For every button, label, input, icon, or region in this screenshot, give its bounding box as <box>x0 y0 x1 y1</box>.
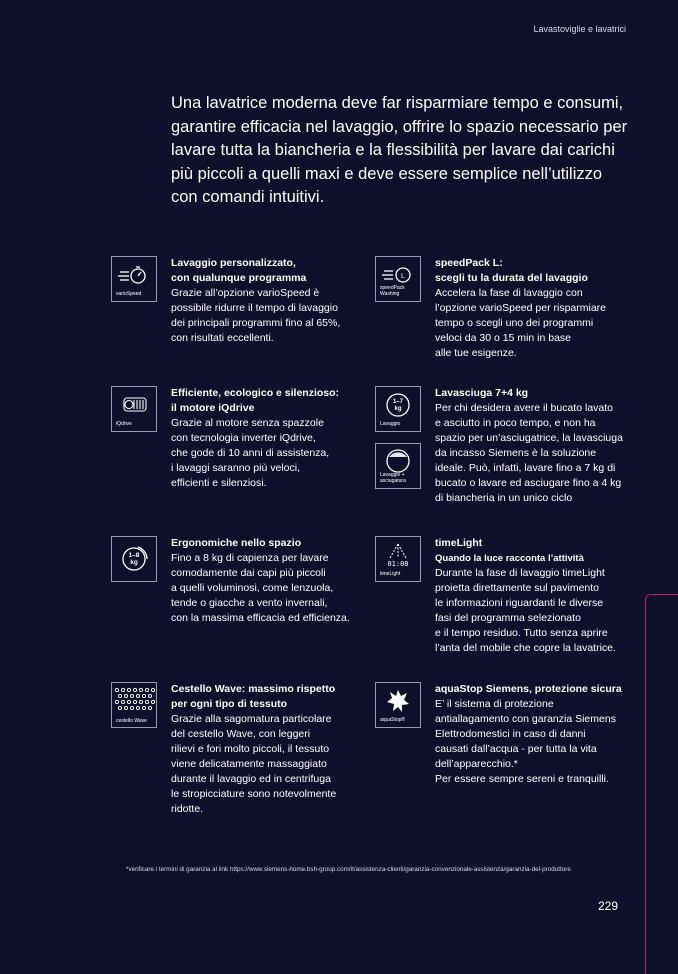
washer-dryer-capacity-icon <box>375 386 421 432</box>
intro-paragraph: Una lavatrice moderna deve far risparmiare tempo e consumi, garantire efficacia nel lavaggio, offrire lo spazio necessario per lavare tutta la biancheria e la flessibilità per lavare dai carichi più piccoli a quelli maxi e deve essere semplice nell’utilizzo con comandi intuitivi. <box>171 94 628 206</box>
drying-capacity-text: 4 kg <box>391 460 405 466</box>
section-header: Lavastoviglie e lavatrici <box>533 24 626 34</box>
svg-text:kg: kg <box>130 559 138 566</box>
svg-text:1–7: 1–7 <box>392 399 404 405</box>
feature-body: Accelera la fase di lavaggio con l’opzione varioSpeed per risparmiare tempo o scegli uno dei programmi veloci da 30 o 15 min in base alle tue esigenze. <box>435 287 607 359</box>
drying-capacity-icon <box>375 443 421 489</box>
feature-title: Cestello Wave: massimo rispetto per ogni tipo di tessuto <box>171 683 336 710</box>
aquastop-icon <box>375 682 421 728</box>
feature-subtitle: Quando la luce racconta l’attività <box>435 553 584 564</box>
washer-icon-label: Lavaggio <box>380 420 401 427</box>
accent-frame-line <box>645 594 678 974</box>
svg-text:1–8: 1–8 <box>128 552 140 559</box>
svg-text:L: L <box>401 273 405 280</box>
feature-title: Efficiente, ecologico e silenzioso: il motore iQdrive <box>171 387 340 414</box>
feature-title: Lavaggio personalizzato, con qualunque programma <box>171 257 307 284</box>
feature-title: speedPack L: scegli tu la durata del lavaggio <box>435 257 588 284</box>
svg-text:kg: kg <box>394 406 402 412</box>
feature-body: Durante la fase di lavaggio timeLight proietta direttamente sul pavimento le informazioni riguardanti le diverse fasi del programma selezionato e il tempo residuo. Tutto senza aprire l’anta del mobile che copre la lavatrice. <box>435 567 616 654</box>
warranty-footnote: *verificare i termini di garanzia al link https://www.siemens-home.bsh-group.com/it/assistenza-clienti/garanzia-convenzionale-assistenza/garanzia-del-produttore <box>126 866 571 873</box>
feature-body: Per chi desidera avere il bucato lavato e asciutto in poco tempo, e non ha spazio per un’asciugatrice, la lavasciuga da incasso Siemens è la soluzione ideale. Può, infatti, lavare fino a 7 kg di bucato o lavare ed asciugare fino a 4 kg di biancheria in un unico ciclo <box>435 402 623 504</box>
feature-title: timeLight <box>435 537 483 549</box>
feature-body: Grazie all’opzione varioSpeed è possibile ridurre il tempo di lavaggio dei principali programmi fino al 65%, con risultati eccellenti. <box>171 287 341 344</box>
feature-body: Grazie alla sagomatura particolare del cestello Wave, con leggeri rilievi e fori molto piccoli, il tessuto viene delicatamente massaggiato durante il lavaggio ed in centrifuga le stropicciature sono notevolmente ridotte. <box>171 713 337 815</box>
feature-body: E’ il sistema di protezione antiallagamento con garanzia Siemens Elettrodomestici in caso di danni causati dall’acqua - per tutta la vita dell’apparecchio.* Per essere sempre sereni e tranquilli. <box>435 698 616 785</box>
feature-title: aquaStop Siemens, protezione sicura <box>435 683 622 695</box>
drying-icon-label: Lavaggio + asciugatura <box>380 472 406 484</box>
timelight-display-text: 01:08 <box>387 560 409 568</box>
capacity-1-8kg-icon <box>111 536 157 582</box>
timelight-icon <box>375 536 421 582</box>
page-number: 229 <box>598 899 619 913</box>
speedpack-l-icon <box>375 256 421 302</box>
feature-body: Grazie al motore senza spazzole con tecnologia inverter iQdrive, che gode di 10 anni di assistenza, i lavaggi saranno più veloci, efficienti e silenziosi. <box>171 417 330 489</box>
wave-icon-label: cestello Wave <box>116 717 147 724</box>
variospeed-icon <box>111 256 157 302</box>
feature-title: Lavasciuga 7+4 kg <box>435 387 529 399</box>
feature-body: Fino a 8 kg di capienza per lavare comodamente dai capi più piccoli a quelli voluminosi, come lenzuola, tende o giacche a vento invernali, con la massima efficacia ed efficienza. <box>171 552 350 624</box>
aquastop-icon-label: aquaStop® <box>380 716 406 723</box>
wave-drum-icon <box>111 682 157 728</box>
iqdrive-motor-icon <box>111 386 157 432</box>
feature-title: Ergonomiche nello spazio <box>171 537 302 549</box>
iqdrive-icon-label: iQdrive <box>116 420 132 427</box>
speedpack-icon-label: speedPack Washing <box>380 285 405 297</box>
timelight-icon-label: timeLight <box>380 570 401 577</box>
variospeed-icon-label: varioSpeed <box>116 290 142 297</box>
